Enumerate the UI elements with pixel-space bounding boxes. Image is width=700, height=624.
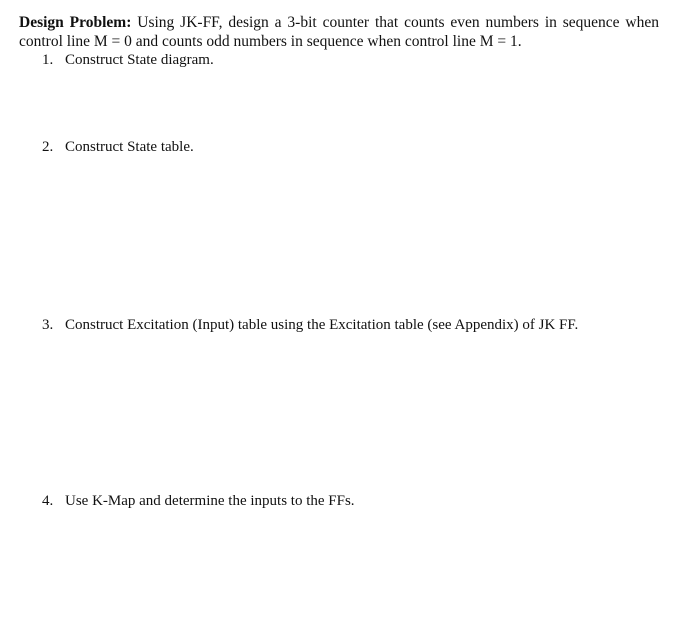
problem-statement (19, 13, 659, 51)
step-item-2 (42, 138, 194, 157)
step-text: Construct State table. (65, 139, 194, 155)
problem-label: Design Problem: (19, 14, 132, 31)
step-item-1 (42, 51, 214, 70)
step-number: 3. (42, 317, 54, 333)
step-item-4 (42, 492, 355, 511)
step-number: 4. (42, 493, 54, 509)
step-item-3 (42, 316, 578, 335)
step-text: Use K-Map and determine the inputs to the FFs. (65, 493, 355, 509)
step-number: 2. (42, 139, 54, 155)
problem-text: Using JK-FF, design a 3-bit counter that counts even numbers in sequence when control line M = 0 and counts odd numbers in sequence when control line M = 1. (19, 14, 660, 50)
step-text: Construct State diagram. (65, 52, 214, 68)
step-number: 1. (42, 52, 54, 68)
step-text: Construct Excitation (Input) table using the Excitation table (see Appendix) of JK FF. (65, 317, 579, 333)
